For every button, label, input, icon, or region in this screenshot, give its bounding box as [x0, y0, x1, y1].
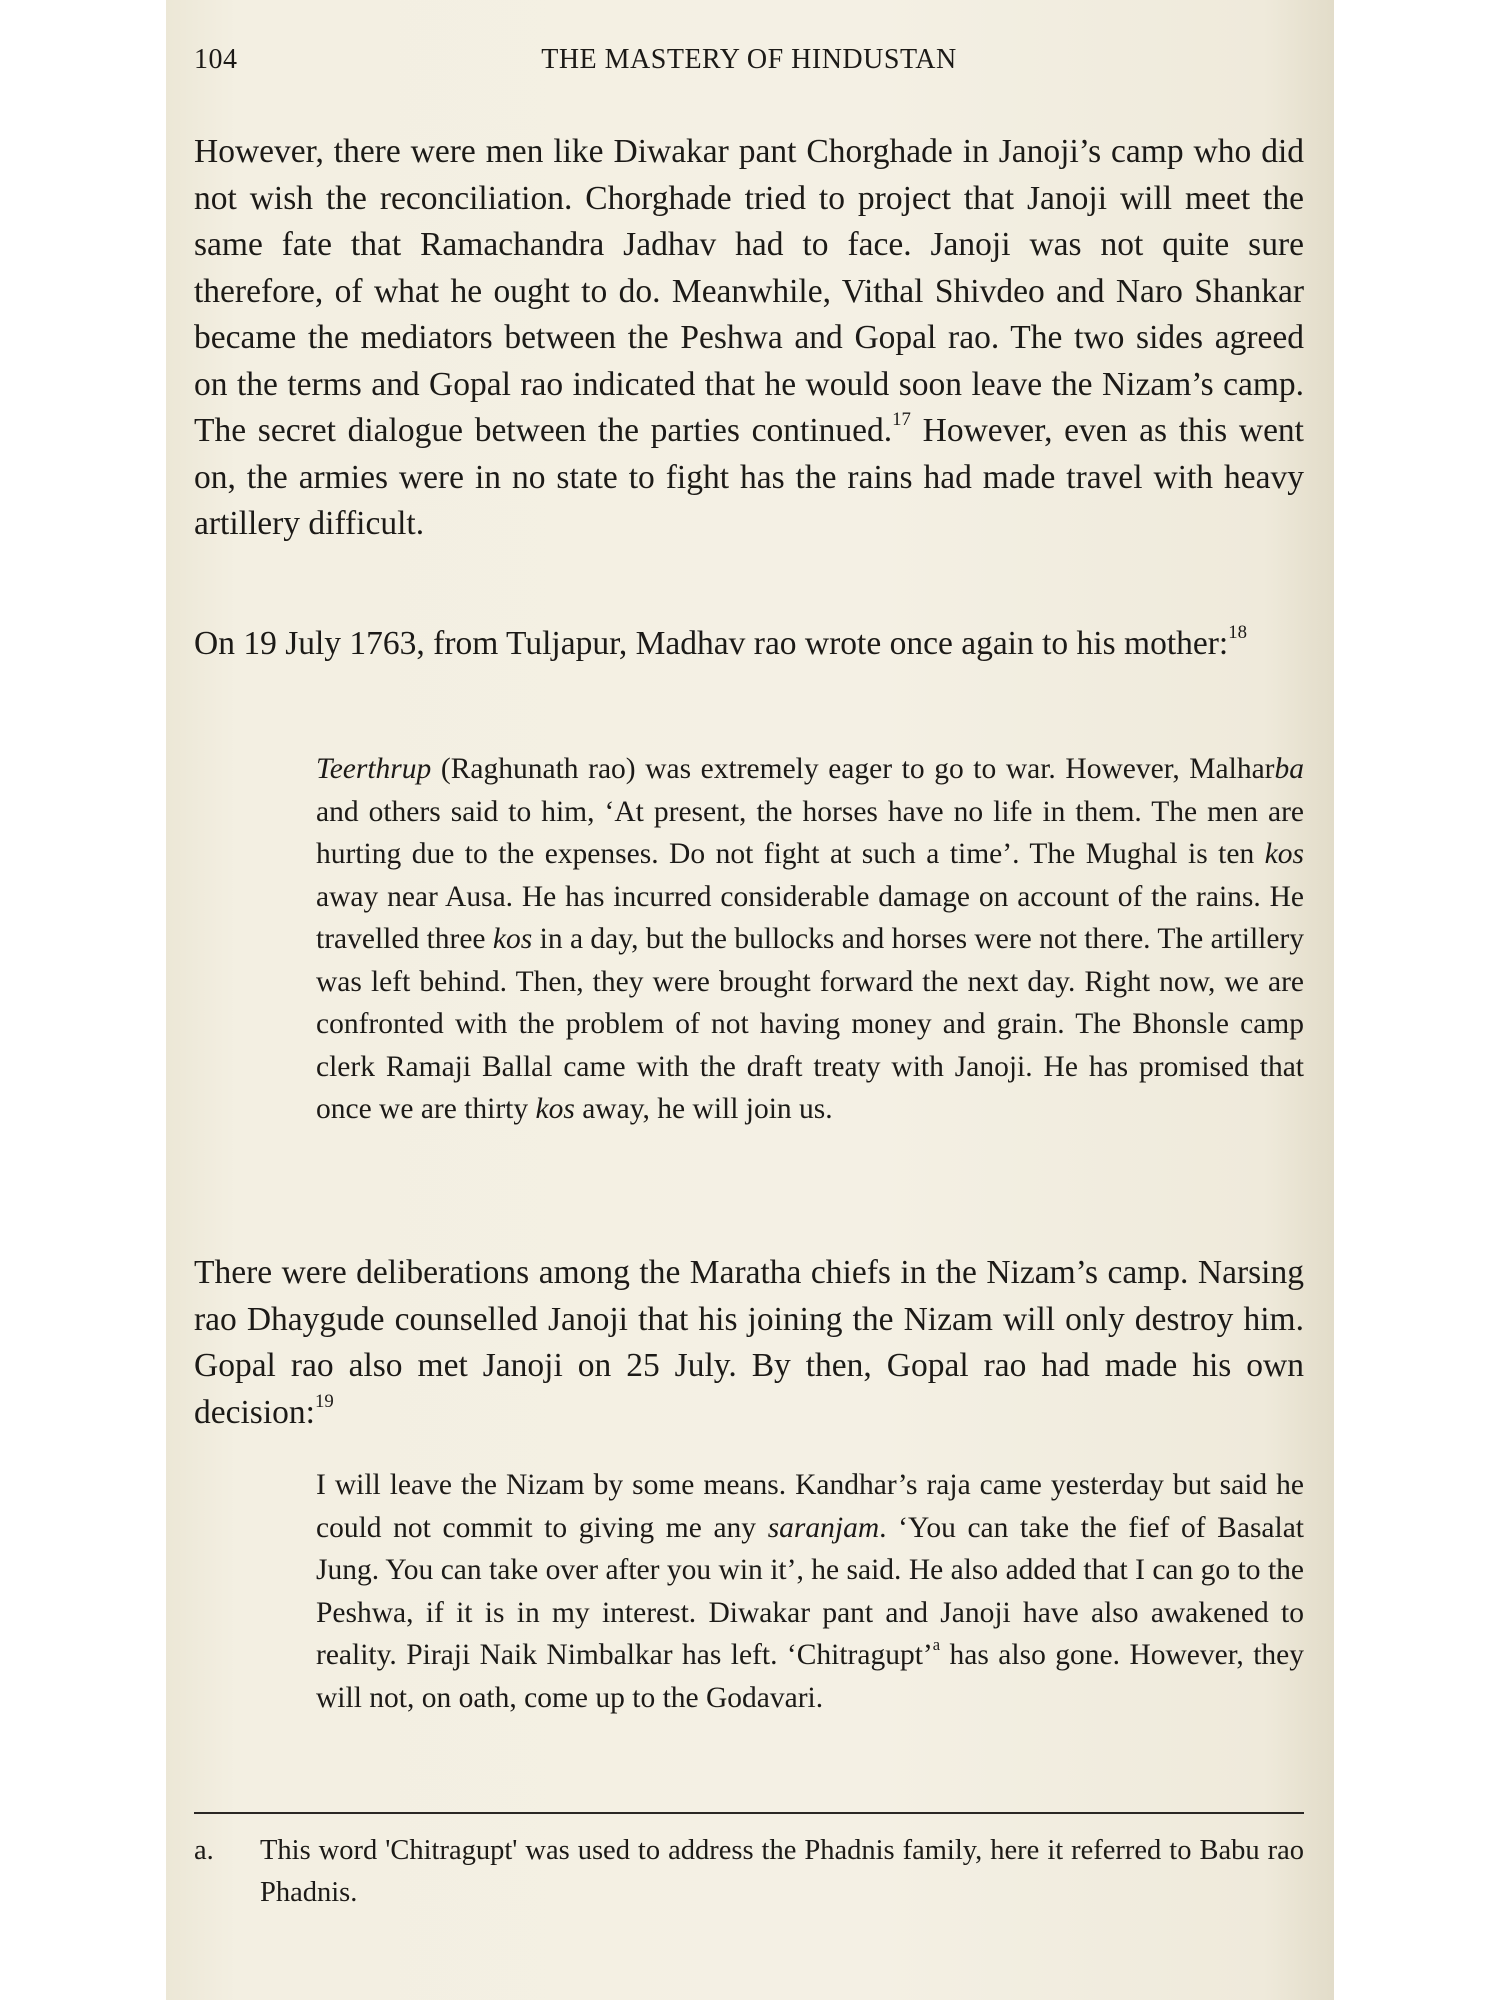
paragraph-3: [194, 1250, 1304, 1436]
quote-1-text-b: and others said to him, ‘At present, the horses have no life in them. The men are hurting due to the expenses. Do not fight at such a time’. The Mughal is ten: [316, 795, 1304, 870]
footnote-ref-17: 17: [892, 409, 911, 431]
quote-2-text-c: has also gone. However, they will not, on oath, come up to the Godavari.: [316, 1639, 1304, 1714]
paragraph-1-text: However, there were men like Diwakar pant Chorghade in Janoji’s camp who did not wish the reconciliation. Chorghade tried to project that Janoji will meet the same fate that Ramachandra Jadhav had to face. Janoji was not quite sure therefore, of what he ought to do. Meanwhile, Vithal Shivdeo and Naro Shankar became the mediators between the Peshwa and Gopal rao. The two sides agreed on the terms and Gopal rao indicated that he would soon leave the Nizam’s camp. The secret dialogue between the parties continued.: [194, 133, 1304, 449]
quote-2-italic-saranjam: saranjam: [767, 1511, 880, 1544]
paragraph-1: [194, 129, 1304, 548]
quote-2-text-b: . ‘You can take the fief of Basalat Jung. You can take over after you win it’, he said. He also added that I can go to the Peshwa, if it is in my interest. Diwakar pant and Janoji have also awakened to reality. Piraji Naik Nimbalkar has left. ‘Chitragupt’: [316, 1511, 1304, 1671]
quote-1-italic-kos-2: kos: [492, 923, 533, 955]
quote-1-text-d: in a day, but the bullocks and horses were not there. The artillery was left behind. Then, they were brought forward the next day. Right now, we are confronted with the problem of not having money and grain. The Bhonsle camp clerk Ramaji Ballal came with the draft treaty with Janoji. He has promised that once we are thirty: [316, 923, 1304, 1125]
running-head: THE MASTERY OF HINDUSTAN: [541, 44, 957, 75]
paragraph-2: [194, 621, 1304, 668]
page-header: [194, 44, 1304, 84]
quote-1-italic-kos-3: kos: [535, 1093, 575, 1125]
quote-1-italic-teerthrup: Teerthrup: [316, 753, 432, 785]
footnote-text: This word 'Chitragupt' was used to address the Phadnis family, here it referred to Babu rao Phadnis.: [260, 1835, 1304, 1908]
quote-2-text-a: I will leave the Nizam by some means. Kandhar’s raja came yesterday but said he could not commit to giving me any: [316, 1469, 1304, 1544]
footnote-rule: [194, 1812, 1304, 1814]
paragraph-1-text-cont: However, even as this went on, the armies were in no state to fight has the rains had made travel with heavy artillery difficult.: [194, 412, 1304, 542]
footnote-ref-18: 18: [1228, 622, 1247, 644]
page-number: 104: [194, 44, 238, 75]
quote-1-text-c: away near Ausa. He has incurred considerable damage on account of the rains. He travelled three: [316, 880, 1304, 955]
book-page: [166, 0, 1334, 2000]
footnote-ref-a: a: [932, 1634, 941, 1654]
quote-1-italic-ba: ba: [1274, 753, 1304, 785]
quote-1-text-a: (Raghunath rao) was extremely eager to go to war. However, Malhar: [431, 753, 1275, 785]
block-quote-1: [316, 748, 1304, 1131]
block-quote-2: [316, 1464, 1304, 1719]
footnote-marker: a.: [194, 1835, 214, 1866]
paragraph-3-text: There were deliberations among the Maratha chiefs in the Nizam’s camp. Narsing rao Dhaygude counselled Janoji that his joining the Nizam will only destroy him. Gopal rao also met Janoji on 25 July. By then, Gopal rao had made his own decision:: [194, 1254, 1304, 1431]
paragraph-2-text: On 19 July 1763, from Tuljapur, Madhav rao wrote once again to his mother:: [194, 625, 1229, 662]
quote-1-italic-kos-1: kos: [1264, 838, 1304, 870]
quote-1-text-e: away, he will join us.: [574, 1093, 833, 1125]
footnote-ref-19: 19: [314, 1390, 334, 1412]
